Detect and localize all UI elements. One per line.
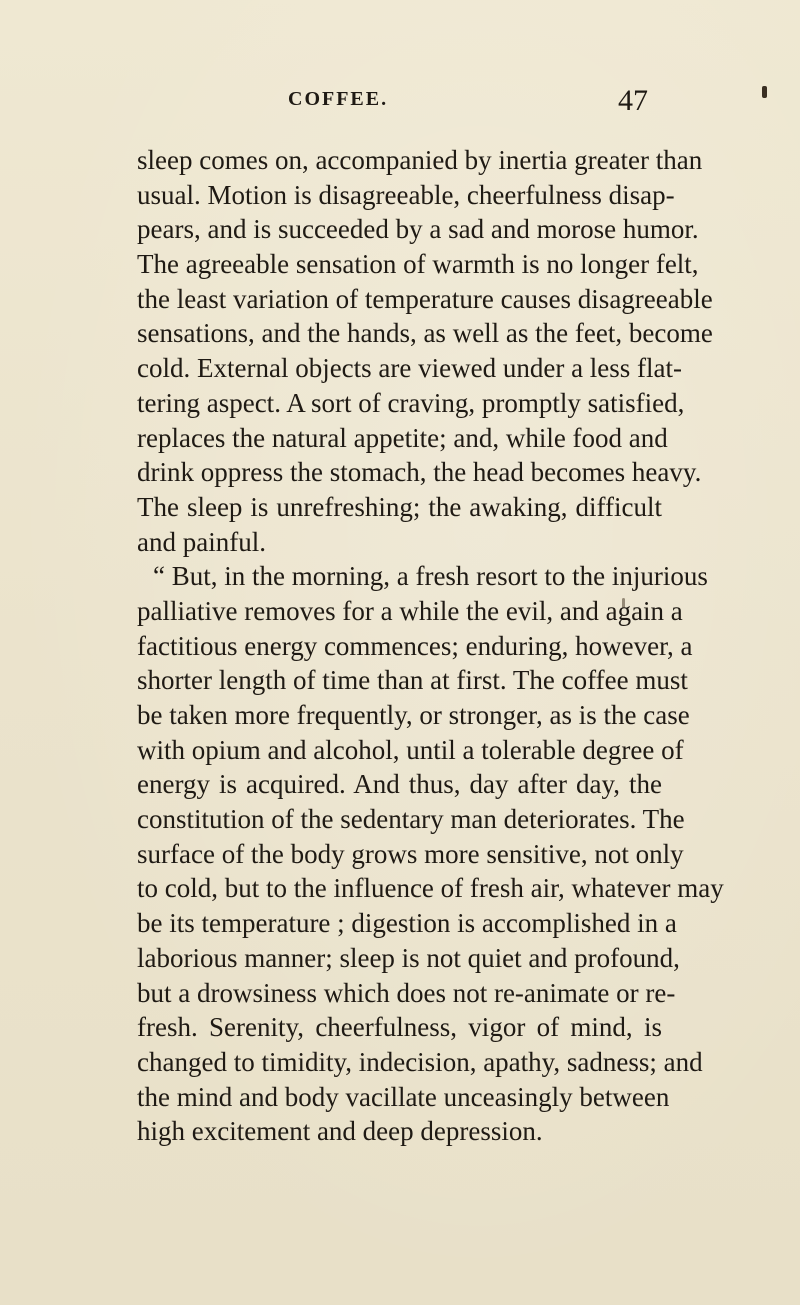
page-number: 47 — [618, 84, 648, 117]
text-line: sleep comes on, accompanied by inertia greater than — [137, 145, 703, 175]
text-line: replaces the natural appetite; and, while food and — [137, 422, 668, 453]
text-line: palliative removes for a while the evil, and again a — [137, 595, 683, 626]
text-line: fresh. Serenity, cheerfulness, vigor of mind, is — [137, 1012, 662, 1043]
text-line: factitious energy commences; enduring, however, a — [137, 630, 693, 661]
text-line: but a drowsiness which does not re-animate or re- — [137, 977, 676, 1008]
text-line: laborious manner; sleep is not quiet and profound, — [137, 942, 680, 973]
text-line: tering aspect. A sort of craving, promptly satisfied, — [137, 387, 685, 418]
text-line: The agreeable sensation of warmth is no longer felt, — [137, 249, 699, 280]
text-line: sensations, and the hands, as well as the feet, become — [137, 318, 713, 349]
text-line: pears, and is succeeded by a sad and morose humor. — [137, 214, 699, 245]
text-line: drink oppress the stomach, the head becomes heavy. — [137, 457, 702, 488]
text-line: be taken more frequently, or stronger, as is the case — [137, 700, 690, 730]
chapter-title: COFFEE. — [288, 88, 389, 110]
text-line: “ But, in the morning, a fresh resort to the injurious — [153, 561, 708, 592]
body-text — [137, 143, 724, 1149]
text-line: high excitement and deep depression. — [137, 1116, 543, 1147]
text-line: to cold, but to the influence of fresh air, whatever may — [137, 873, 724, 904]
text-line: shorter length of time than at first. The coffee must — [137, 665, 688, 696]
running-head — [288, 84, 668, 124]
text-line: cold. External objects are viewed under a less flat- — [137, 353, 683, 384]
text-line: changed to timidity, indecision, apathy, sadness; and — [137, 1046, 703, 1077]
text-line: the mind and body vacillate unceasingly between — [137, 1081, 670, 1112]
text-line: The sleep is unrefreshing; the awaking, difficult — [137, 491, 662, 522]
text-line: with opium and alcohol, until a tolerable degree of — [137, 734, 684, 765]
ink-mark — [762, 86, 767, 98]
text-line: surface of the body grows more sensitive, not only — [137, 838, 684, 869]
text-line: the least variation of temperature causes disagreeable — [137, 283, 713, 314]
text-line: be its temperature ; digestion is accomplished in a — [137, 908, 677, 939]
text-line: and painful. — [137, 526, 266, 557]
text-line: constitution of the sedentary man deteriorates. The — [137, 804, 685, 835]
text-line: usual. Motion is disagreeable, cheerfulness disap- — [137, 179, 675, 210]
text-line: energy is acquired. And thus, day after day, the — [137, 769, 662, 800]
